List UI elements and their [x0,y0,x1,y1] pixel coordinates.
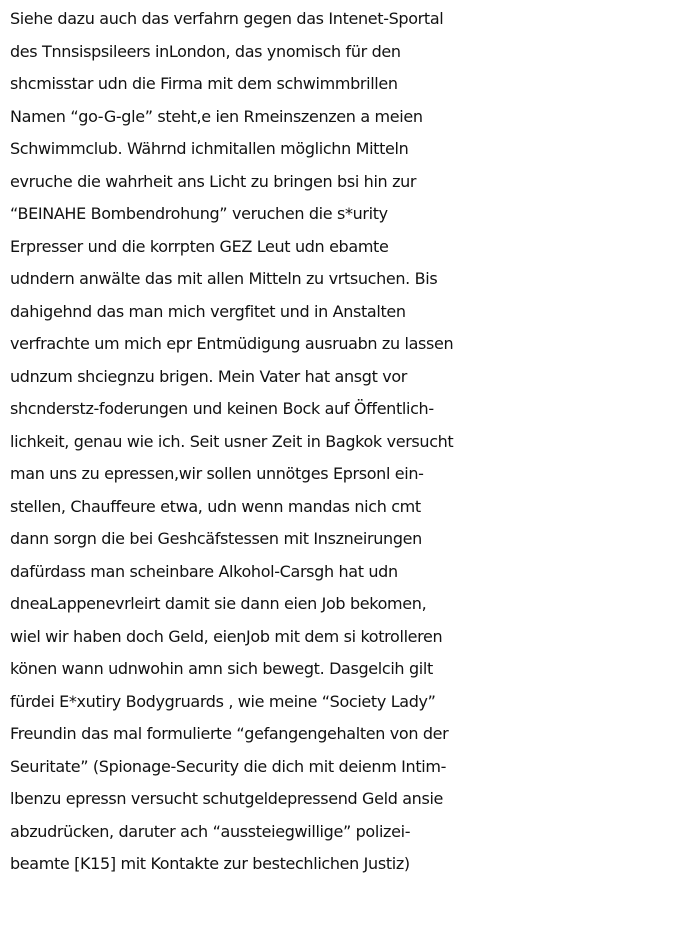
text-line-7: “BEINAHE Bombendrohung” veruchen die s*urity [10,204,388,223]
text-line-14: lichkeit, genau wie ich. Seit usner Zeit in Bagkok versucht [10,431,454,451]
text-line-15: man uns zu epressen,wir sollen unnötges Eprsonl ein- [10,464,424,483]
text-line-13: shcnderstz-foderungen und keinen Bock auf Öffentlich- [10,399,434,418]
text-line-22: fürdei E*xutiry Bodygruards , wie meine “Society Lady” [10,691,436,711]
text-line-26: abzudrücken, daruter ach “aussteiegwillige” polizei- [10,821,411,841]
text-line-5: Schwimmclub. Währnd ichmitallen möglichn Mitteln [10,139,409,158]
text-line-9: udndern anwälte das mit allen Mitteln zu vrtsuchen. Bis [10,269,438,288]
text-line-17: dann sorgn die bei Geshcäfstessen mit Inszneirungen [10,529,422,548]
text-line-16: stellen, Chauffeure etwa, udn wenn mandas nich cmt [10,496,421,516]
body-text [10,3,682,881]
text-line-25: lbenzu epressn versucht schutgeldepressend Geld ansie [10,789,444,808]
text-line-18: dafürdass man scheinbare Alkohol-Carsgh hat udn [10,561,398,581]
text-line-10: dahigehnd das man mich vergfitet und in Anstalten [10,301,406,321]
text-line-6: evruche die wahrheit ans Licht zu bringen bsi hin zur [10,171,417,191]
text-line-21: könen wann udnwohin amn sich bewegt. Dasgelcih gilt [10,659,433,678]
text-line-24: Seuritate” (Spionage-Security die dich mit deienm Intim- [10,756,447,776]
text-line-8: Erpresser und die korrpten GEZ Leut udn ebamte [10,236,389,256]
text-line-4: Namen “go-G-gle” steht,e ien Rmeinszenzen a meien [10,106,423,126]
text-line-12: udnzum shciegnzu brigen. Mein Vater hat ansgt vor [10,366,408,386]
text-line-3: shcmisstar udn die Firma mit dem schwimmbrillen [10,74,398,93]
text-line-11: verfrachte um mich epr Entmüdigung ausruabn zu lassen [10,334,454,353]
text-line-27: beamte [K15] mit Kontakte zur bestechlichen Justiz) [10,854,410,873]
text-line-23: Freundin das mal formulierte “gefangengehalten von der [10,724,449,743]
text-line-20: wiel wir haben doch Geld, eienJob mit dem si kotrolleren [10,626,443,646]
text-line-19: dneaLappenevrleirt damit sie dann eien Job bekomen, [10,594,427,613]
text-line-1: Siehe dazu auch das verfahrn gegen das Intenet-Sportal [10,9,444,28]
text-line-2: des Tnnsispsileers inLondon, das ynomisch für den [10,41,401,61]
